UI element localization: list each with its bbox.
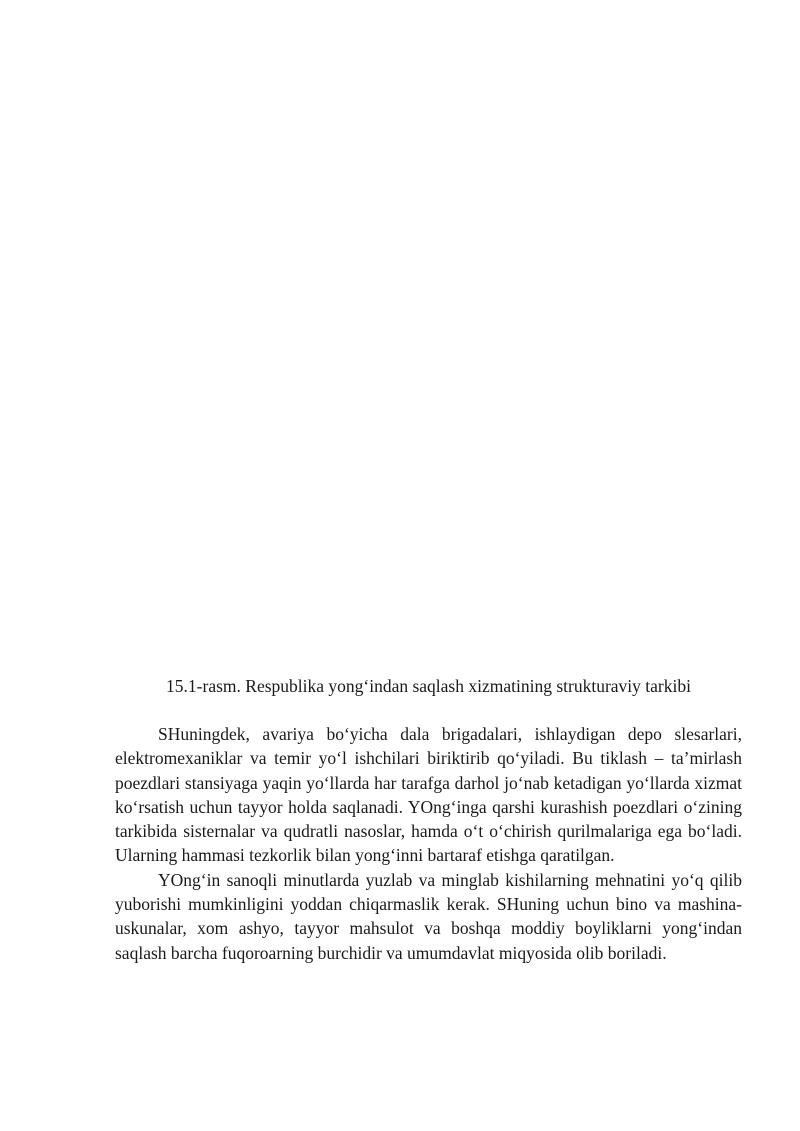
paragraph-2: YOng‘in sanoqli minutlarda yuzlab va minglab kishilarning mehnatini yo‘q qilib yuborishi mumkinligini yoddan chiqarmaslik kerak. SHuning uchun bino va mashina-uskunalar, xom ashyo, tayyor mahsulot va boshqa moddiy boyliklarni yong‘indan saqlash barcha fuqoroarning burchidir va umumdavlat miqyosida olib boriladi. (115, 869, 742, 963)
figure-caption: 15.1-rasm. Respublika yong‘indan saqlash xizmatining strukturaviy tarkibi (166, 676, 691, 696)
figure-placeholder (115, 40, 742, 660)
body-text (115, 722, 742, 965)
paragraph-1: SHuningdek, avariya bo‘yicha dala brigadalari, ishlaydigan depo slesarlari, elektromexaniklar va temir yo‘l ishchilari biriktirib qo‘yiladi. Bu tiklash – ta’mirlash poezdlari stansiyaga yaqin yo‘llarda har tarafga darhol jo‘nab ketadigan yo‘llarda xizmat ko‘rsatish uchun tayyor holda saqlanadi. YOng‘inga qarshi kurashish poezdlari o‘zining tarkibida sisternalar va qudratli nasoslar, hamda o‘t o‘chirish qurilmalariga ega bo‘ladi. Ularning hammasi tezkorlik bilan yong‘inni bartaraf etishga qaratilgan. (115, 724, 742, 866)
